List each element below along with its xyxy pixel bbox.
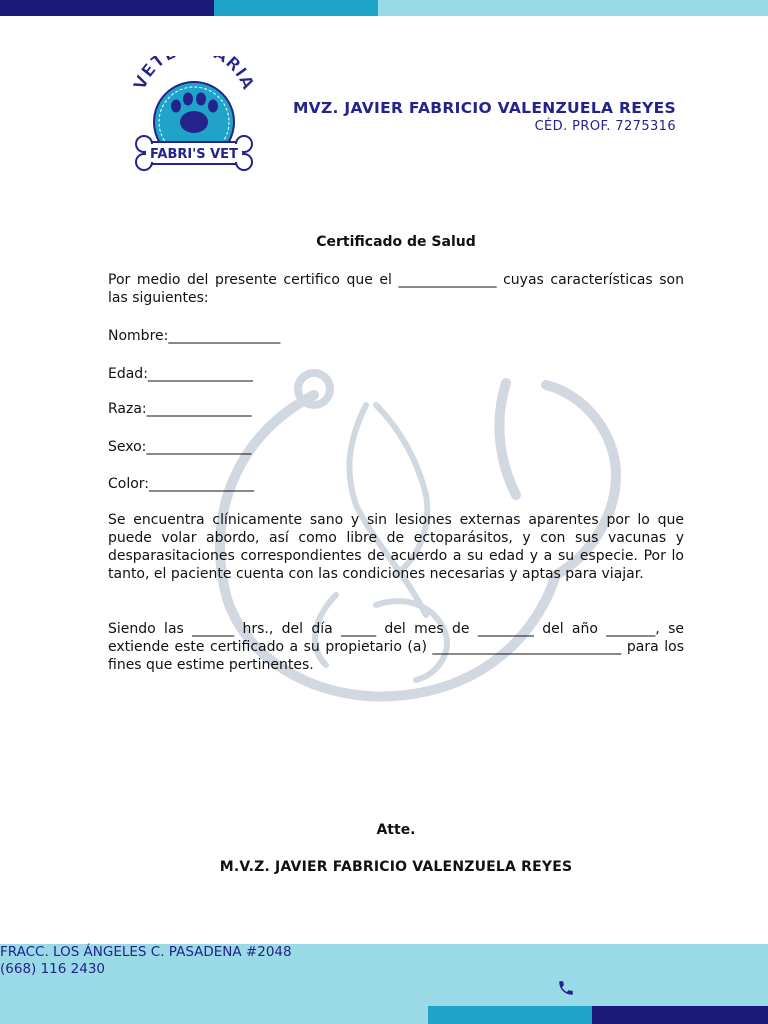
logo-banner-text: FABRI'S VET (150, 147, 238, 162)
health-paragraph: Se encuentra clínicamente sano y sin lesiones externas aparentes por lo que puede volar abordo, así como libre de ectoparásitos, y con sus vacunas y desparasitaciones correspondientes de acuerdo a su edad y a su especie. Por lo tanto, el paciente cuenta con las condiciones necesarias y aptas para viajar. (108, 512, 684, 582)
footer-phone: (668) 116 2430 (0, 961, 106, 977)
closing-text: Atte. (376, 822, 416, 838)
certificate-title: Certificado de Salud (316, 234, 476, 250)
footer-bar-navy (592, 1006, 768, 1024)
phone-icon (557, 979, 575, 997)
header-bar-navy (0, 0, 214, 16)
veterinaria-logo (128, 56, 258, 176)
footer-address: FRACC. LOS ÁNGELES C. PASADENA #2048 (0, 944, 292, 960)
header-color-bar (0, 0, 768, 16)
field-raza: Raza:_______________ (108, 401, 252, 417)
doctor-name: MVZ. JAVIER FABRICIO VALENZUELA REYES (292, 99, 676, 117)
intro-paragraph: Por medio del presente certifico que el ______________ cuyas características son las siguientes: (108, 272, 684, 306)
field-color: Color:_______________ (108, 476, 255, 492)
field-edad: Edad:_______________ (108, 366, 253, 382)
header-bar-teal (214, 0, 378, 16)
footer (0, 944, 768, 1024)
date-paragraph: Siendo las ______ hrs., del día _____ del mes de ________ del año _______, se extiende este certificado a su propietario (a) ___________________________ para los fines que estime pertinentes. (108, 621, 684, 673)
header-bar-light-teal (378, 0, 768, 16)
signature-name: M.V.Z. JAVIER FABRICIO VALENZUELA REYES (219, 859, 573, 875)
doctor-cedula: CÉD. PROF. 7275316 (534, 119, 676, 134)
field-sexo: Sexo:_______________ (108, 439, 252, 455)
footer-bar-teal (428, 1006, 592, 1024)
footer-contact (0, 944, 292, 978)
logo-arc-text: VET RIA (130, 56, 258, 94)
doctor-header (293, 99, 676, 134)
bone-banner (136, 136, 252, 170)
field-nombre: Nombre:________________ (108, 328, 281, 344)
